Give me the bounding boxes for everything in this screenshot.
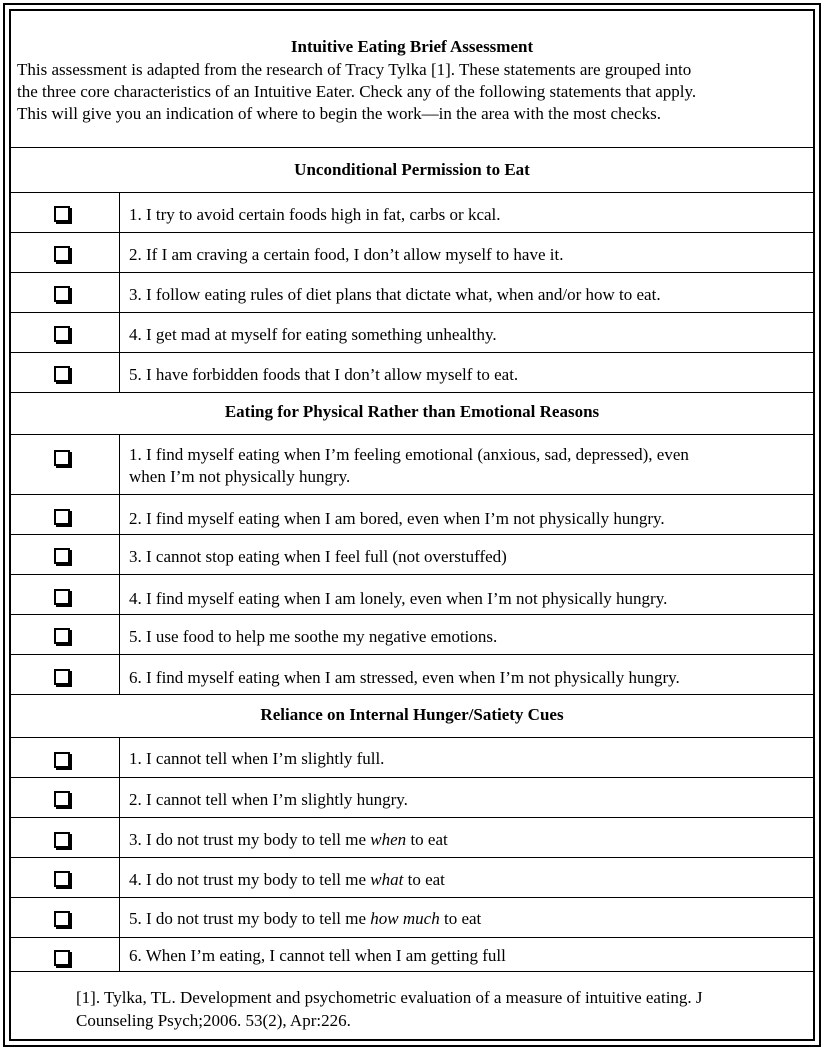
checkbox[interactable] xyxy=(54,206,70,222)
statement-text: 4. I get mad at myself for eating something unhealthy. xyxy=(129,325,497,344)
checkbox[interactable] xyxy=(54,450,70,466)
checklist-row xyxy=(11,575,813,615)
statement-text: 6. I find myself eating when I am stressed, even when I’m not physically hungry. xyxy=(129,668,680,687)
checklist-row xyxy=(11,313,813,353)
statement-text xyxy=(129,829,801,851)
checklist-row xyxy=(11,738,813,778)
column-divider xyxy=(119,435,120,494)
checklist-row xyxy=(11,898,813,938)
column-divider xyxy=(119,273,120,312)
column-divider xyxy=(119,938,120,971)
section-heading-text: Unconditional Permission to Eat xyxy=(294,160,530,179)
statement-text: 6. When I’m eating, I cannot tell when I am getting full xyxy=(129,946,506,965)
section-heading-hunger-cues xyxy=(11,695,813,738)
column-divider xyxy=(119,193,120,232)
column-divider xyxy=(119,778,120,817)
statement-text xyxy=(129,869,801,891)
checkbox[interactable] xyxy=(54,628,70,644)
checklist-row xyxy=(11,495,813,535)
intro-block xyxy=(11,11,813,148)
statement-part: to eat xyxy=(406,830,448,849)
checklist-row xyxy=(11,233,813,273)
emphasis-word: what xyxy=(370,870,404,889)
checklist-row xyxy=(11,273,813,313)
section-heading-text: Reliance on Internal Hunger/Satiety Cues xyxy=(260,705,564,724)
column-divider xyxy=(119,313,120,352)
statement-text: 1. I try to avoid certain foods high in fat, carbs or kcal. xyxy=(129,205,501,224)
checkbox[interactable] xyxy=(54,911,70,927)
statement-line: 1. I find myself eating when I’m feeling emotional (anxious, sad, depressed), even xyxy=(129,445,689,464)
statement-text: 5. I have forbidden foods that I don’t allow myself to eat. xyxy=(129,365,519,384)
column-divider xyxy=(119,738,120,777)
checkbox[interactable] xyxy=(54,669,70,685)
checklist-row xyxy=(11,655,813,695)
footnote-line: [1]. Tylka, TL. Development and psychometric evaluation of a measure of intuitive eating. J xyxy=(76,988,703,1007)
checkbox[interactable] xyxy=(54,950,70,966)
checklist-row xyxy=(11,938,813,972)
column-divider xyxy=(119,233,120,272)
statement-text: 3. I cannot stop eating when I feel full (not overstuffed) xyxy=(129,547,507,566)
statement-text: 2. I find myself eating when I am bored, even when I’m not physically hungry. xyxy=(129,509,665,528)
emphasis-word: how much xyxy=(370,909,440,928)
intro-line: the three core characteristics of an Intuitive Eater. Check any of the following statements that apply. xyxy=(17,82,697,101)
column-divider xyxy=(119,898,120,937)
checkbox[interactable] xyxy=(54,326,70,342)
checkbox[interactable] xyxy=(54,752,70,768)
column-divider xyxy=(119,615,120,654)
footnote-reference xyxy=(76,986,816,1032)
checklist-row xyxy=(11,435,813,495)
checkbox[interactable] xyxy=(54,366,70,382)
checkbox[interactable] xyxy=(54,286,70,302)
column-divider xyxy=(119,535,120,574)
checkbox[interactable] xyxy=(54,871,70,887)
checklist-row xyxy=(11,535,813,575)
statement-text: 2. If I am craving a certain food, I don’t allow myself to have it. xyxy=(129,245,564,264)
statement-text: 4. I find myself eating when I am lonely, even when I’m not physically hungry. xyxy=(129,589,668,608)
column-divider xyxy=(119,655,120,694)
checklist-row xyxy=(11,818,813,858)
statement-line: when I’m not physically hungry. xyxy=(129,467,351,486)
column-divider xyxy=(119,858,120,897)
intro-line: This will give you an indication of where to begin the work—in the area with the most checks. xyxy=(17,104,661,123)
checkbox[interactable] xyxy=(54,246,70,262)
intro-paragraph xyxy=(17,59,811,125)
column-divider xyxy=(119,495,120,534)
intro-line: This assessment is adapted from the research of Tracy Tylka [1]. These statements are grouped into xyxy=(17,60,692,79)
statement-text: 2. I cannot tell when I’m slightly hungry. xyxy=(129,790,408,809)
statement-text xyxy=(129,444,801,488)
column-divider xyxy=(119,353,120,392)
checklist-row xyxy=(11,193,813,233)
section-heading-permission xyxy=(11,148,813,193)
checkbox[interactable] xyxy=(54,589,70,605)
checklist-row xyxy=(11,778,813,818)
statement-part: 4. I do not trust my body to tell me xyxy=(129,870,371,889)
footnote-line: Counseling Psych;2006. 53(2), Apr:226. xyxy=(76,1011,351,1030)
emphasis-word: when xyxy=(370,830,407,849)
section-heading-text: Eating for Physical Rather than Emotional Reasons xyxy=(224,402,600,421)
checklist-row xyxy=(11,615,813,655)
statement-part: 5. I do not trust my body to tell me xyxy=(129,909,371,928)
statement-part: 3. I do not trust my body to tell me xyxy=(129,830,371,849)
statement-part: to eat xyxy=(403,870,445,889)
statement-text: 1. I cannot tell when I’m slightly full. xyxy=(129,749,385,768)
statement-text: 3. I follow eating rules of diet plans that dictate what, when and/or how to eat. xyxy=(129,285,661,304)
checkbox[interactable] xyxy=(54,791,70,807)
checklist-row xyxy=(11,858,813,898)
checklist-row xyxy=(11,353,813,393)
checkbox[interactable] xyxy=(54,832,70,848)
section-heading-physical xyxy=(11,393,813,435)
statement-text xyxy=(129,908,801,930)
checkbox[interactable] xyxy=(54,509,70,525)
column-divider xyxy=(119,575,120,614)
page-title: Intuitive Eating Brief Assessment xyxy=(290,37,534,56)
checkbox[interactable] xyxy=(54,548,70,564)
column-divider xyxy=(119,818,120,857)
statement-text: 5. I use food to help me soothe my negative emotions. xyxy=(129,627,498,646)
statement-part: to eat xyxy=(439,909,482,928)
